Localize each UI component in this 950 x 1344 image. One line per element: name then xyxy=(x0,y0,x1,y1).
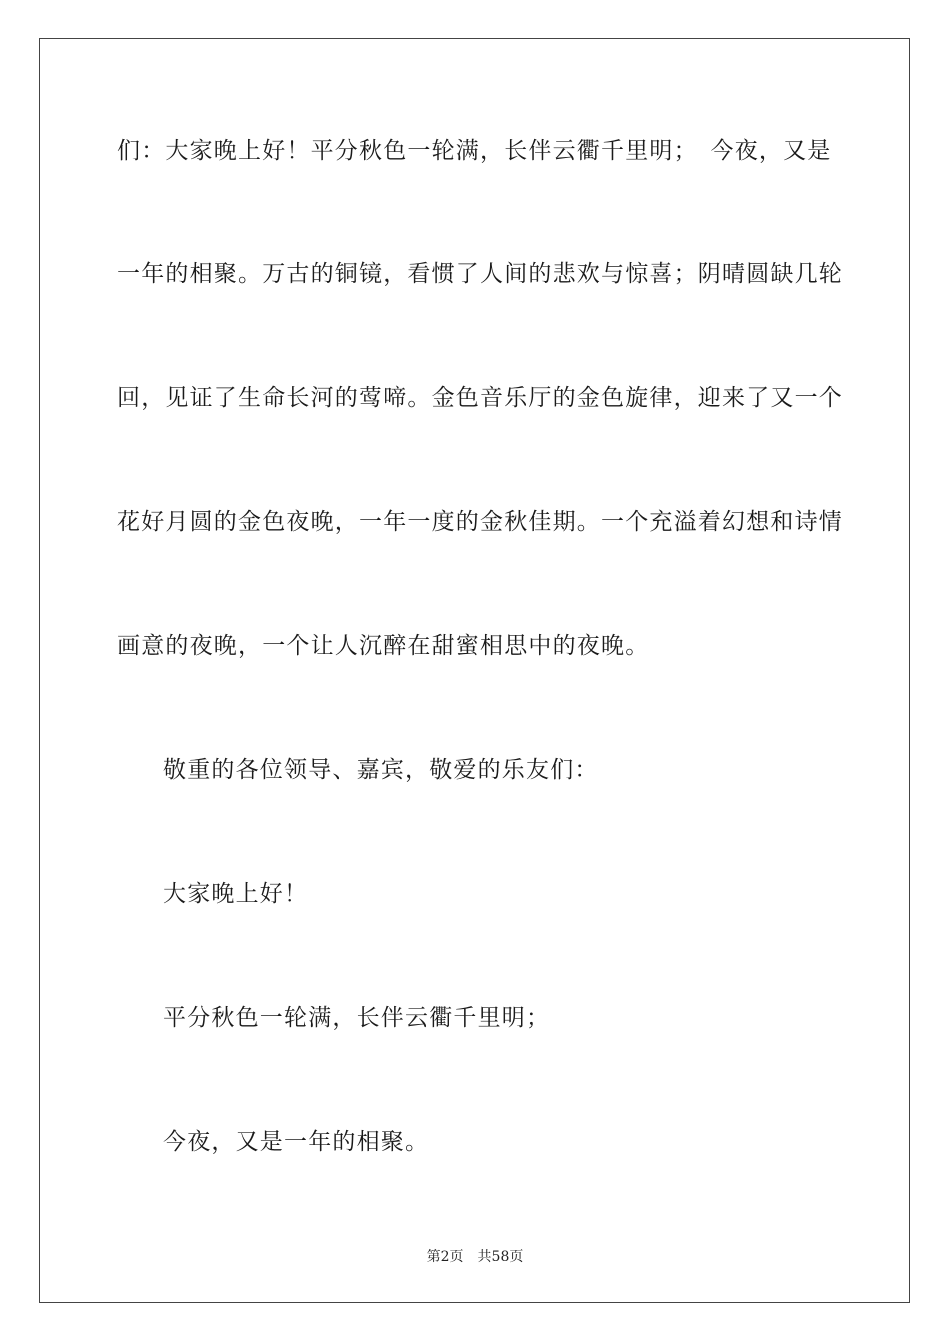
body-text-line-2: 一年的相聚。万古的铜镜，看惯了人间的悲欢与惊喜；阴晴圆缺几轮 xyxy=(117,261,843,287)
page-border xyxy=(39,38,910,1303)
reunion-paragraph: 今夜，又是一年的相聚。 xyxy=(163,1129,430,1155)
good-evening-paragraph: 大家晚上好！ xyxy=(163,881,309,907)
page-number: 第2页 xyxy=(426,1249,464,1265)
body-text-line-1: 们：大家晚上好！平分秋色一轮满，长伴云衢千里明； 今夜，又是 xyxy=(117,138,832,164)
page-footer xyxy=(0,1247,950,1267)
body-text-line-3: 回，见证了生命长河的莺啼。金色音乐厅的金色旋律，迎来了又一个 xyxy=(117,385,843,411)
greeting-paragraph: 敬重的各位领导、嘉宾，敬爱的乐友们： xyxy=(163,757,599,783)
body-text-line-4: 花好月圆的金色夜晚，一年一度的金秋佳期。一个充溢着幻想和诗情 xyxy=(117,509,843,535)
page-total: 共58页 xyxy=(477,1249,524,1265)
verse-paragraph: 平分秋色一轮满，长伴云衢千里明； xyxy=(163,1005,551,1031)
body-text-line-5: 画意的夜晚，一个让人沉醉在甜蜜相思中的夜晚。 xyxy=(117,633,650,659)
